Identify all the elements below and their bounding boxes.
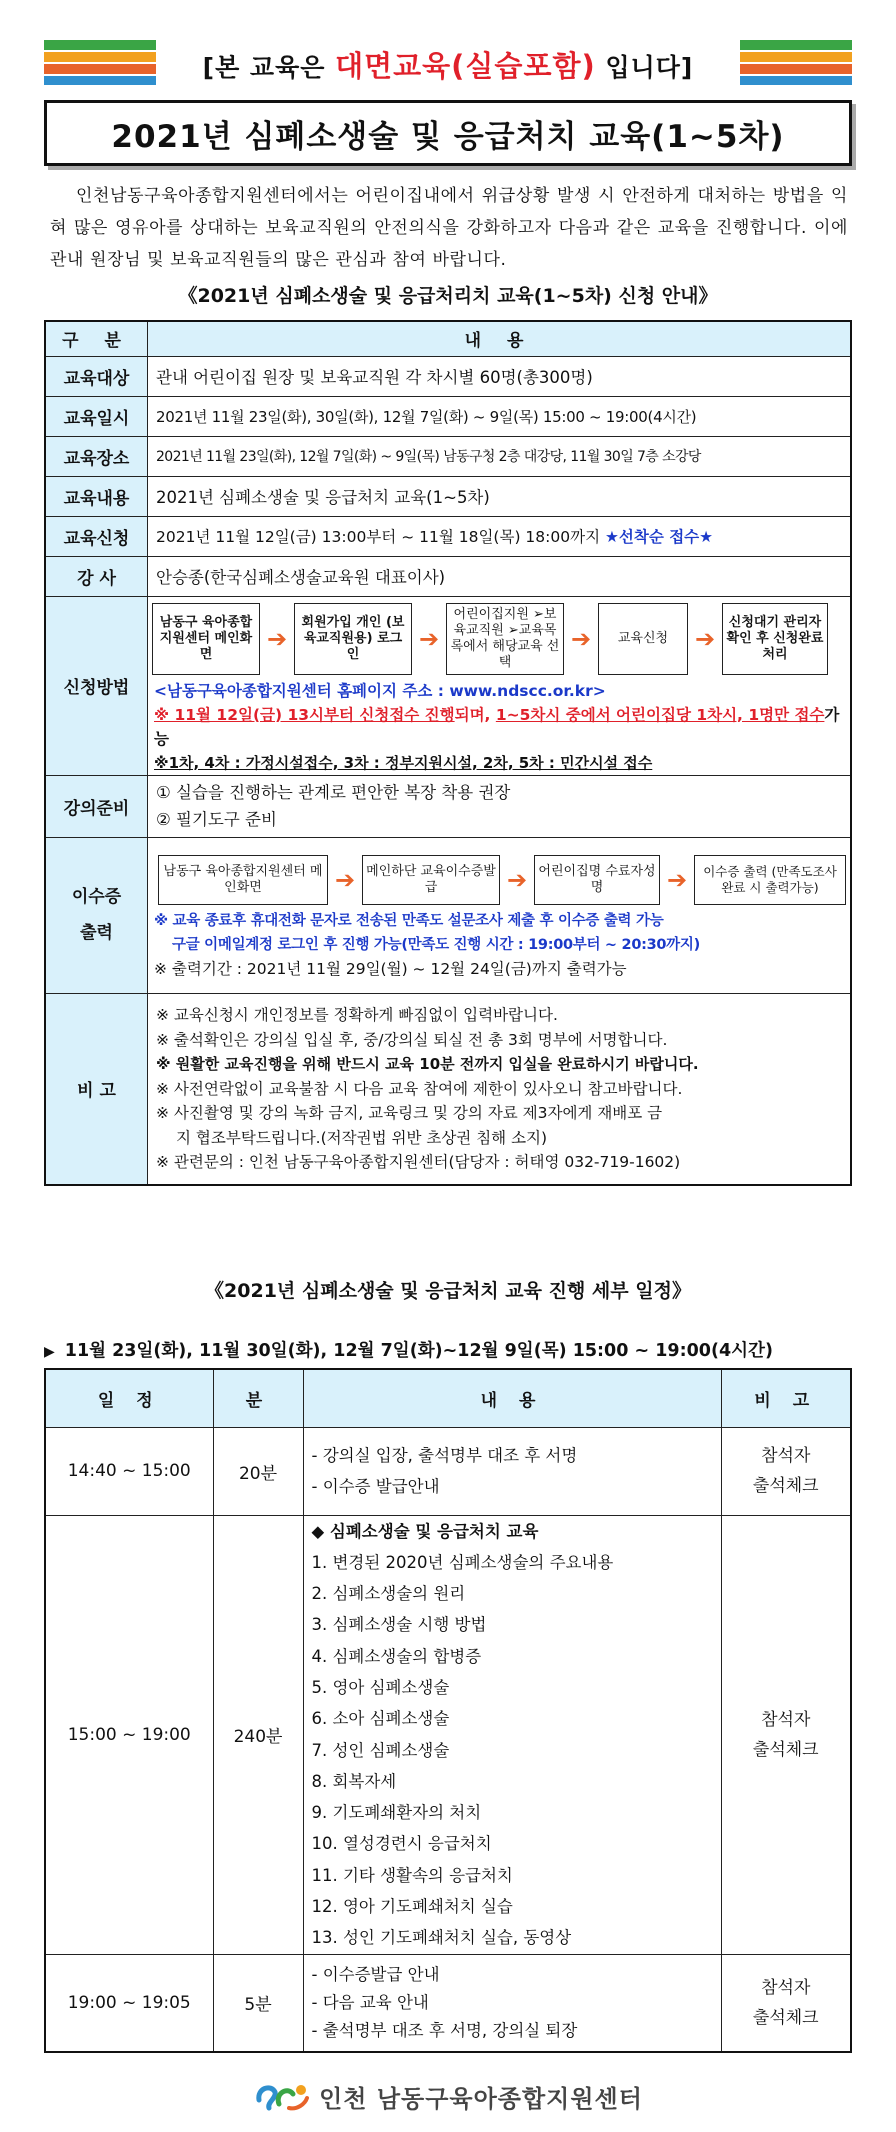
schedule-row [45,1954,851,2052]
content-line: 11. 기타 생활속의 응급처치 [311,1865,513,1885]
content-line: 1. 변경된 2020년 심폐소생술의 주요내용 [311,1552,614,1572]
content-line: - 출석명부 대조 후 서명, 강의실 퇴장 [311,2020,578,2040]
arrow-right-icon: ➔ [666,866,688,894]
row-label-apply: 교육신청 [45,516,148,556]
footer-org-name: 인천 남동구육아종합지원센터 [319,2084,643,2113]
application-info-table [44,320,852,1186]
row-label-target: 교육대상 [45,356,148,396]
header-content: 내 용 [148,321,852,356]
application-section-title: 《2021년 심폐소생술 및 응급처리치 교육(1~5차) 신청 안내》 [178,285,718,307]
table-row [45,476,851,516]
schedule-minutes: 240분 [213,1515,303,1954]
certificate-flow [148,849,850,909]
arrow-right-icon: ➔ [570,624,592,653]
schedule-period-text: 11월 23일(화), 11월 30일(화), 12월 7일(화)~12월 9일(목) 15:00 ~ 19:00(4시간) [64,1341,773,1361]
lecture-prep-item: ① 실습을 진행하는 관계로 편안한 복장 착용 권장 [156,783,511,802]
schedule-minutes: 20분 [213,1427,303,1515]
flow-step-main: 남동구 육아종합 지원센터 메인화면 [152,603,260,675]
apply-note-start: ※ 11월 12일(금) 13시부터 신청접수 진행 [154,705,455,724]
row-label-lecture-prep: 강의준비 [45,775,148,837]
schedule-time: 15:00 ~ 19:00 [45,1515,213,1954]
content-line: 9. 기도폐쇄환자의 처치 [311,1803,482,1823]
schedule-content [303,1954,721,2052]
arrow-right-icon: ➔ [334,866,356,894]
row-value-place: 2021년 11월 23일(화), 12월 7일(화) ~ 9일(목) 남동구청 2층 대강당, 11월 30일 7층 소강당 [148,436,852,476]
certificate-note-1: ※ 교육 종료후 휴대전화 문자로 전송된 만족도 설문조사 제출 후 이수증 출력 가능 [154,913,664,929]
flow-step-apply: 교육신청 [598,603,688,675]
content-line: 7. 성인 심폐소생술 [311,1740,450,1760]
apply-method-cell [148,596,852,775]
table-row [45,396,851,436]
row-value-target: 관내 어린이집 원장 및 보육교직원 각 차시별 60명(총300명) [148,356,852,396]
banner-suffix: 입니다] [605,53,694,82]
content-line: 8. 회복자세 [311,1771,397,1791]
arrow-right-icon: ➔ [694,624,716,653]
note-line: 참석자 [761,1977,811,1998]
arrow-right-icon: ➔ [418,624,440,653]
triangle-right-icon: ▶ [44,1344,55,1360]
table-row-certificate [45,837,851,993]
certificate-period: ※ 출력기간 : 2021년 11월 29일(월) ~ 12월 24일(금)까지 출력가능 [154,960,627,978]
remarks-cell [148,993,852,1185]
schedule-note [721,1954,851,2052]
remark-item: ※ 사전연락없이 교육불참 시 다음 교육 참여에 제한이 있사오니 참고바랍니다. [156,1079,683,1098]
cert-step-main: 남동구 육아종합지원센터 메인화면 [158,855,328,905]
remark-item: ※ 교육신청시 개인정보를 정확하게 빠짐없이 입력바랍니다. [156,1006,558,1024]
table-header-row [45,321,851,356]
content-line: - 이수증 발급안내 [311,1477,440,1496]
apply-period: 2021년 11월 12일(금) 13:00부터 ~ 11월 18일(목) 18:00까지 [156,528,601,546]
remark-item: ※ 원활한 교육진행을 위해 반드시 교육 10분 전까지 입실을 완료하시기 바랍니다. [156,1055,699,1073]
banner-highlight: 대면교육(실습포함) [335,49,596,83]
cert-step-issue: 메인하단 교육이수증발급 [362,855,500,905]
note-line: 참석자 [761,1446,811,1466]
intro-paragraph: 인천남동구육아종합지원센터에서는 어린이집내에서 위급상황 발생 시 안전하게 대처하는 방법을 익혀 많은 영유아를 상대하는 보육교직원의 안전의식을 강화하고자 다음과 같은 교육을 진행합니다. 이에 관내 원장님 및 보육교직원들의 많은 관심과 참여 바랍니다. [50,186,848,270]
remark-item: ※ 출석확인은 강의실 입실 후, 중/강의실 퇴실 전 총 3회 명부에 서명합니다. [156,1030,668,1049]
first-come-badge: ★선착순 접수★ [604,528,714,546]
footer [0,2078,896,2114]
schedule-header-row [45,1369,851,1427]
header-content: 내 용 [303,1369,721,1427]
schedule-content [303,1427,721,1515]
schedule-row [45,1515,851,1954]
schedule-note [721,1427,851,1515]
note-line: 출석체크 [752,1739,819,1760]
row-value-content: 2021년 심폐소생술 및 응급처치 교육(1~5차) [148,476,852,516]
schedule-content [303,1515,721,1954]
remark-item: ※ 사진촬영 및 강의 녹화 금지, 교육링크 및 강의 자료 제3자에게 재배포 금 [156,1104,663,1122]
content-line: 3. 심폐소생술 시행 방법 [311,1615,487,1635]
note-line: 참석자 [761,1709,811,1730]
schedule-minutes: 5분 [213,1954,303,2052]
rounds-line: ※1차, 4차 : 가정시설접수, 3차 : 정부지원시설, 2차, 5차 : 민간시설 접수 [154,753,653,772]
content-line: 2. 심폐소생술의 원리 [311,1584,466,1604]
table-row [45,516,851,556]
content-line: 13. 성인 기도폐쇄처치 실습, 동영상 [311,1928,572,1948]
content-line: - 다음 교육 안내 [311,1992,429,2012]
nds-childcare-logo-icon [253,2078,313,2114]
banner-prefix: [본 교육은 [202,53,326,82]
row-value-apply [148,516,852,556]
table-row [45,556,851,596]
schedule-time: 14:40 ~ 15:00 [45,1427,213,1515]
cert-step-name: 어린이집명 수료자성명 [534,855,660,905]
cert-step-print: 이수증 출력 (만족도조사 완료 시 출력가능) [694,855,846,905]
title-box [44,100,852,166]
certificate-label-1: 이수증 [71,887,122,907]
arrow-right-icon: ➔ [506,866,528,894]
schedule-table [44,1368,852,2053]
row-value-datetime: 2021년 11월 23일(화), 30일(화), 12월 7일(화) ~ 9일(목) 15:00 ~ 19:00(4시간) [148,396,852,436]
note-line: 출석체크 [752,1476,819,1496]
schedule-row [45,1427,851,1515]
row-label-place: 교육장소 [45,436,148,476]
remark-item: 지 협조부탁드립니다.(저작권법 위반 초상권 침해 소지) [176,1128,548,1147]
homepage-address: <남동구육아종합지원센터 홈페이지 주소 : www.ndscc.or.kr> [154,681,606,700]
flow-step-login: 회원가입 개인 (보육교직원용) 로그인 [294,603,412,675]
lecture-prep-item: ② 필기도구 준비 [156,810,277,829]
schedule-note [721,1515,851,1954]
table-row-remarks [45,993,851,1185]
content-line: 12. 영아 기도폐쇄처치 실습 [311,1897,513,1917]
content-line: 10. 열성경련시 응급처치 [311,1834,492,1854]
row-label-datetime: 교육일시 [45,396,148,436]
arrow-right-icon: ➔ [266,624,288,653]
apply-flow [148,597,850,679]
certificate-note-2: 구글 이메일계정 로그인 후 진행 가능(만족도 진행 시간 : 19:00부터 ~ 20:30까지) [172,937,700,953]
table-row [45,356,851,396]
schedule-time: 19:00 ~ 19:05 [45,1954,213,2052]
banner-notice [0,44,896,85]
flow-step-select: 어린이집지원 ➢보육교직원 ➢교육목록에서 해당교육 선택 [446,603,564,675]
apply-note [148,703,850,751]
header-time: 일 정 [45,1369,213,1427]
header-category: 구 분 [45,321,148,356]
row-label-instructor: 강 사 [45,556,148,596]
note-line: 출석체크 [752,2007,819,2028]
remark-item: ※ 관련문의 : 인천 남동구육아종합지원센터(담당자 : 허태영 032-719-1602) [156,1153,681,1171]
content-line: 6. 소아 심폐소생술 [311,1709,450,1729]
row-label-certificate [45,837,148,993]
row-value-instructor: 안승종(한국심폐소생술교육원 대표이사) [148,556,852,596]
row-label-remarks: 비 고 [45,993,148,1185]
table-row-lecture-prep [45,775,851,837]
content-line: - 이수증발급 안내 [311,1964,440,1984]
certificate-label-2: 출력 [80,923,113,943]
flow-step-complete: 신청대기 관리자 확인 후 신청완료처리 [722,603,828,675]
content-line: 5. 영아 심폐소생술 [311,1677,450,1697]
certificate-cell [148,837,852,993]
content-line: 4. 심폐소생술의 합병증 [311,1646,482,1666]
table-row-apply-method [45,596,851,775]
header-note: 비 고 [721,1369,851,1427]
apply-note-end: 가능 [154,705,840,748]
page-title: 2021년 심폐소생술 및 응급처치 교육(1~5차) [111,118,785,155]
content-line: - 강의실 입장, 출석명부 대조 후 서명 [311,1445,578,1465]
content-heading: ◆ 심폐소생술 및 응급처치 교육 [311,1521,539,1541]
header-minutes: 분 [213,1369,303,1427]
lecture-prep-cell [148,775,852,837]
schedule-section-title: 《2021년 심폐소생술 및 응급처치 교육 진행 세부 일정》 [205,1280,691,1302]
schedule-period [44,1337,773,1362]
row-label-apply-method: 신청방법 [45,596,148,775]
table-row [45,436,851,476]
apply-note-limit: 1~5차시 중에서 어린이집당 1차시, 1명만 접수 [495,705,825,724]
row-label-content: 교육내용 [45,476,148,516]
apply-note-join: 되며, [454,705,496,724]
